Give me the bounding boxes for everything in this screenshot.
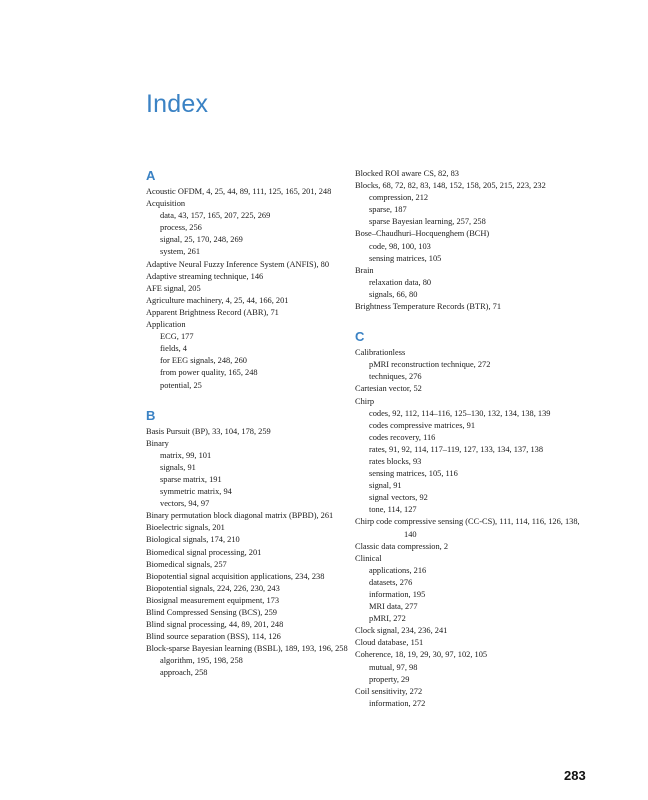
index-entry: Blind source separation (BSS), 114, 126 bbox=[146, 632, 281, 642]
index-entry: Bose–Chaudhuri–Hocquenghem (BCH) bbox=[355, 229, 490, 239]
index-section bbox=[355, 329, 587, 710]
index-entry: Clock signal, 234, 236, 241 bbox=[355, 626, 448, 636]
index-subentry: relaxation data, 80 bbox=[369, 277, 432, 287]
index-entry: Biomedical signals, 257 bbox=[146, 559, 227, 569]
index-entry: Brightness Temperature Records (BTR), 71 bbox=[355, 302, 502, 312]
index-entry: Block-sparse Bayesian learning (BSBL), 189, 193, 196, 258 bbox=[146, 644, 348, 654]
index-subentry: MRI data, 277 bbox=[369, 602, 418, 612]
index-subentry: applications, 216 bbox=[369, 565, 427, 575]
index-entry: Chirp code compressive sensing (CC-CS), 111, 114, 116, 126, 138, 140 bbox=[355, 517, 580, 539]
index-subentry: potential, 25 bbox=[160, 380, 202, 390]
index-subentry: system, 261 bbox=[160, 247, 201, 257]
index-entry: Calibrationless bbox=[355, 348, 406, 358]
index-subentry: rates blocks, 93 bbox=[369, 456, 422, 466]
index-entry: Blind signal processing, 44, 89, 201, 248 bbox=[146, 620, 284, 630]
index-subentry: techniques, 276 bbox=[369, 372, 422, 382]
index-subentry: code, 98, 100, 103 bbox=[369, 241, 431, 251]
index-entry: Cartesian vector, 52 bbox=[355, 384, 422, 394]
index-subentry: signal vectors, 92 bbox=[369, 493, 428, 503]
index-entry: AFE signal, 205 bbox=[146, 283, 201, 293]
index-subentry: sparse, 187 bbox=[369, 205, 407, 215]
index-subentry: vectors, 94, 97 bbox=[160, 499, 210, 509]
index-subentry: pMRI, 272 bbox=[369, 614, 406, 624]
index-subentry: codes recovery, 116 bbox=[369, 432, 436, 442]
index-entry: Agriculture machinery, 4, 25, 44, 166, 201 bbox=[146, 295, 289, 305]
index-entry: Biosignal measurement equipment, 173 bbox=[146, 595, 280, 605]
index-entry: Basis Pursuit (BP), 33, 104, 178, 259 bbox=[146, 426, 271, 436]
index-subentry: ECG, 177 bbox=[160, 332, 194, 342]
index-entry: Blocked ROI aware CS, 82, 83 bbox=[355, 169, 459, 178]
index-subentry: signal, 25, 170, 248, 269 bbox=[160, 235, 243, 245]
section-letter: A bbox=[146, 168, 156, 183]
index-section bbox=[355, 168, 587, 313]
index-entry: Chirp bbox=[355, 396, 375, 406]
index-column-right bbox=[355, 168, 587, 726]
index-entry: Brain bbox=[355, 265, 374, 275]
index-subentry: signals, 91 bbox=[160, 462, 196, 472]
index-subentry: sparse Bayesian learning, 257, 258 bbox=[369, 217, 486, 227]
index-entry: Acoustic OFDM, 4, 25, 44, 89, 111, 125, 165, 201, 248 bbox=[146, 187, 332, 196]
index-subentry: for EEG signals, 248, 260 bbox=[160, 356, 247, 366]
index-subentry: information, 272 bbox=[369, 698, 426, 708]
index-entry: Acquisition bbox=[146, 199, 186, 209]
index-entry: Biological signals, 174, 210 bbox=[146, 535, 240, 545]
index-entry: Apparent Brightness Record (ABR), 71 bbox=[146, 307, 279, 317]
index-entry: Cloud database, 151 bbox=[355, 638, 424, 648]
index-entry: Biopotential signals, 224, 226, 230, 243 bbox=[146, 583, 280, 593]
section-letter: B bbox=[146, 407, 156, 423]
index-subentry: signal, 91 bbox=[369, 481, 402, 491]
index-entry: Classic data compression, 2 bbox=[355, 541, 449, 551]
index-entry: Blocks, 68, 72, 82, 83, 148, 152, 158, 205, 215, 223, 232 bbox=[355, 181, 546, 191]
index-subentry: information, 195 bbox=[369, 590, 426, 599]
index-subentry: algorithm, 195, 198, 258 bbox=[160, 656, 243, 666]
index-entry: Coherence, 18, 19, 29, 30, 97, 102, 105 bbox=[355, 650, 488, 660]
index-subentry: sensing matrices, 105 bbox=[369, 253, 442, 263]
index-entry: Application bbox=[146, 320, 186, 330]
index-subentry: codes compressive matrices, 91 bbox=[369, 420, 476, 430]
index-subentry: codes, 92, 112, 114–116, 125–130, 132, 134, 138, 139 bbox=[369, 408, 551, 418]
index-subentry: data, 43, 157, 165, 207, 225, 269 bbox=[160, 211, 271, 221]
index-subentry: rates, 91, 92, 114, 117–119, 127, 133, 134, 137, 138 bbox=[369, 444, 544, 454]
index-subentry: approach, 258 bbox=[160, 668, 208, 678]
index-entry: Biomedical signal processing, 201 bbox=[146, 547, 262, 557]
index-subentry: process, 256 bbox=[160, 223, 202, 233]
index-entry: Blind Compressed Sensing (BCS), 259 bbox=[146, 608, 277, 617]
index-column-left bbox=[146, 168, 378, 696]
index-entry: Biopotential signal acquisition applications, 234, 238 bbox=[146, 571, 325, 581]
page-number: 283 bbox=[564, 768, 586, 783]
index-subentry: sensing matrices, 105, 116 bbox=[369, 469, 458, 479]
index-subentry: mutual, 97, 98 bbox=[369, 662, 418, 672]
index-entry: Clinical bbox=[355, 553, 382, 563]
index-subentry: property, 29 bbox=[369, 674, 410, 684]
index-section bbox=[146, 408, 378, 680]
index-subentry: pMRI reconstruction technique, 272 bbox=[369, 360, 491, 370]
page-title: Index bbox=[146, 90, 209, 118]
index-subentry: compression, 212 bbox=[369, 193, 429, 203]
index-subentry: tone, 114, 127 bbox=[369, 505, 417, 515]
index-section bbox=[146, 168, 378, 392]
index-entry: Binary permutation block diagonal matrix (BPBD), 261 bbox=[146, 511, 334, 521]
index-subentry: signals, 66, 80 bbox=[369, 289, 418, 299]
index-subentry: from power quality, 165, 248 bbox=[160, 368, 258, 378]
index-subentry: matrix, 99, 101 bbox=[160, 450, 212, 460]
index-entry: Adaptive streaming technique, 146 bbox=[146, 271, 264, 281]
index-entry: Adaptive Neural Fuzzy Inference System (ANFIS), 80 bbox=[146, 259, 330, 269]
index-subentry: datasets, 276 bbox=[369, 577, 413, 587]
index-entry: Bioelectric signals, 201 bbox=[146, 523, 225, 533]
index-subentry: sparse matrix, 191 bbox=[160, 474, 222, 484]
index-entry: Coil sensitivity, 272 bbox=[355, 686, 423, 696]
index-entry: Binary bbox=[146, 438, 169, 448]
index-subentry: fields, 4 bbox=[160, 344, 187, 354]
index-subentry: symmetric matrix, 94 bbox=[160, 487, 232, 497]
section-letter: C bbox=[355, 329, 365, 345]
